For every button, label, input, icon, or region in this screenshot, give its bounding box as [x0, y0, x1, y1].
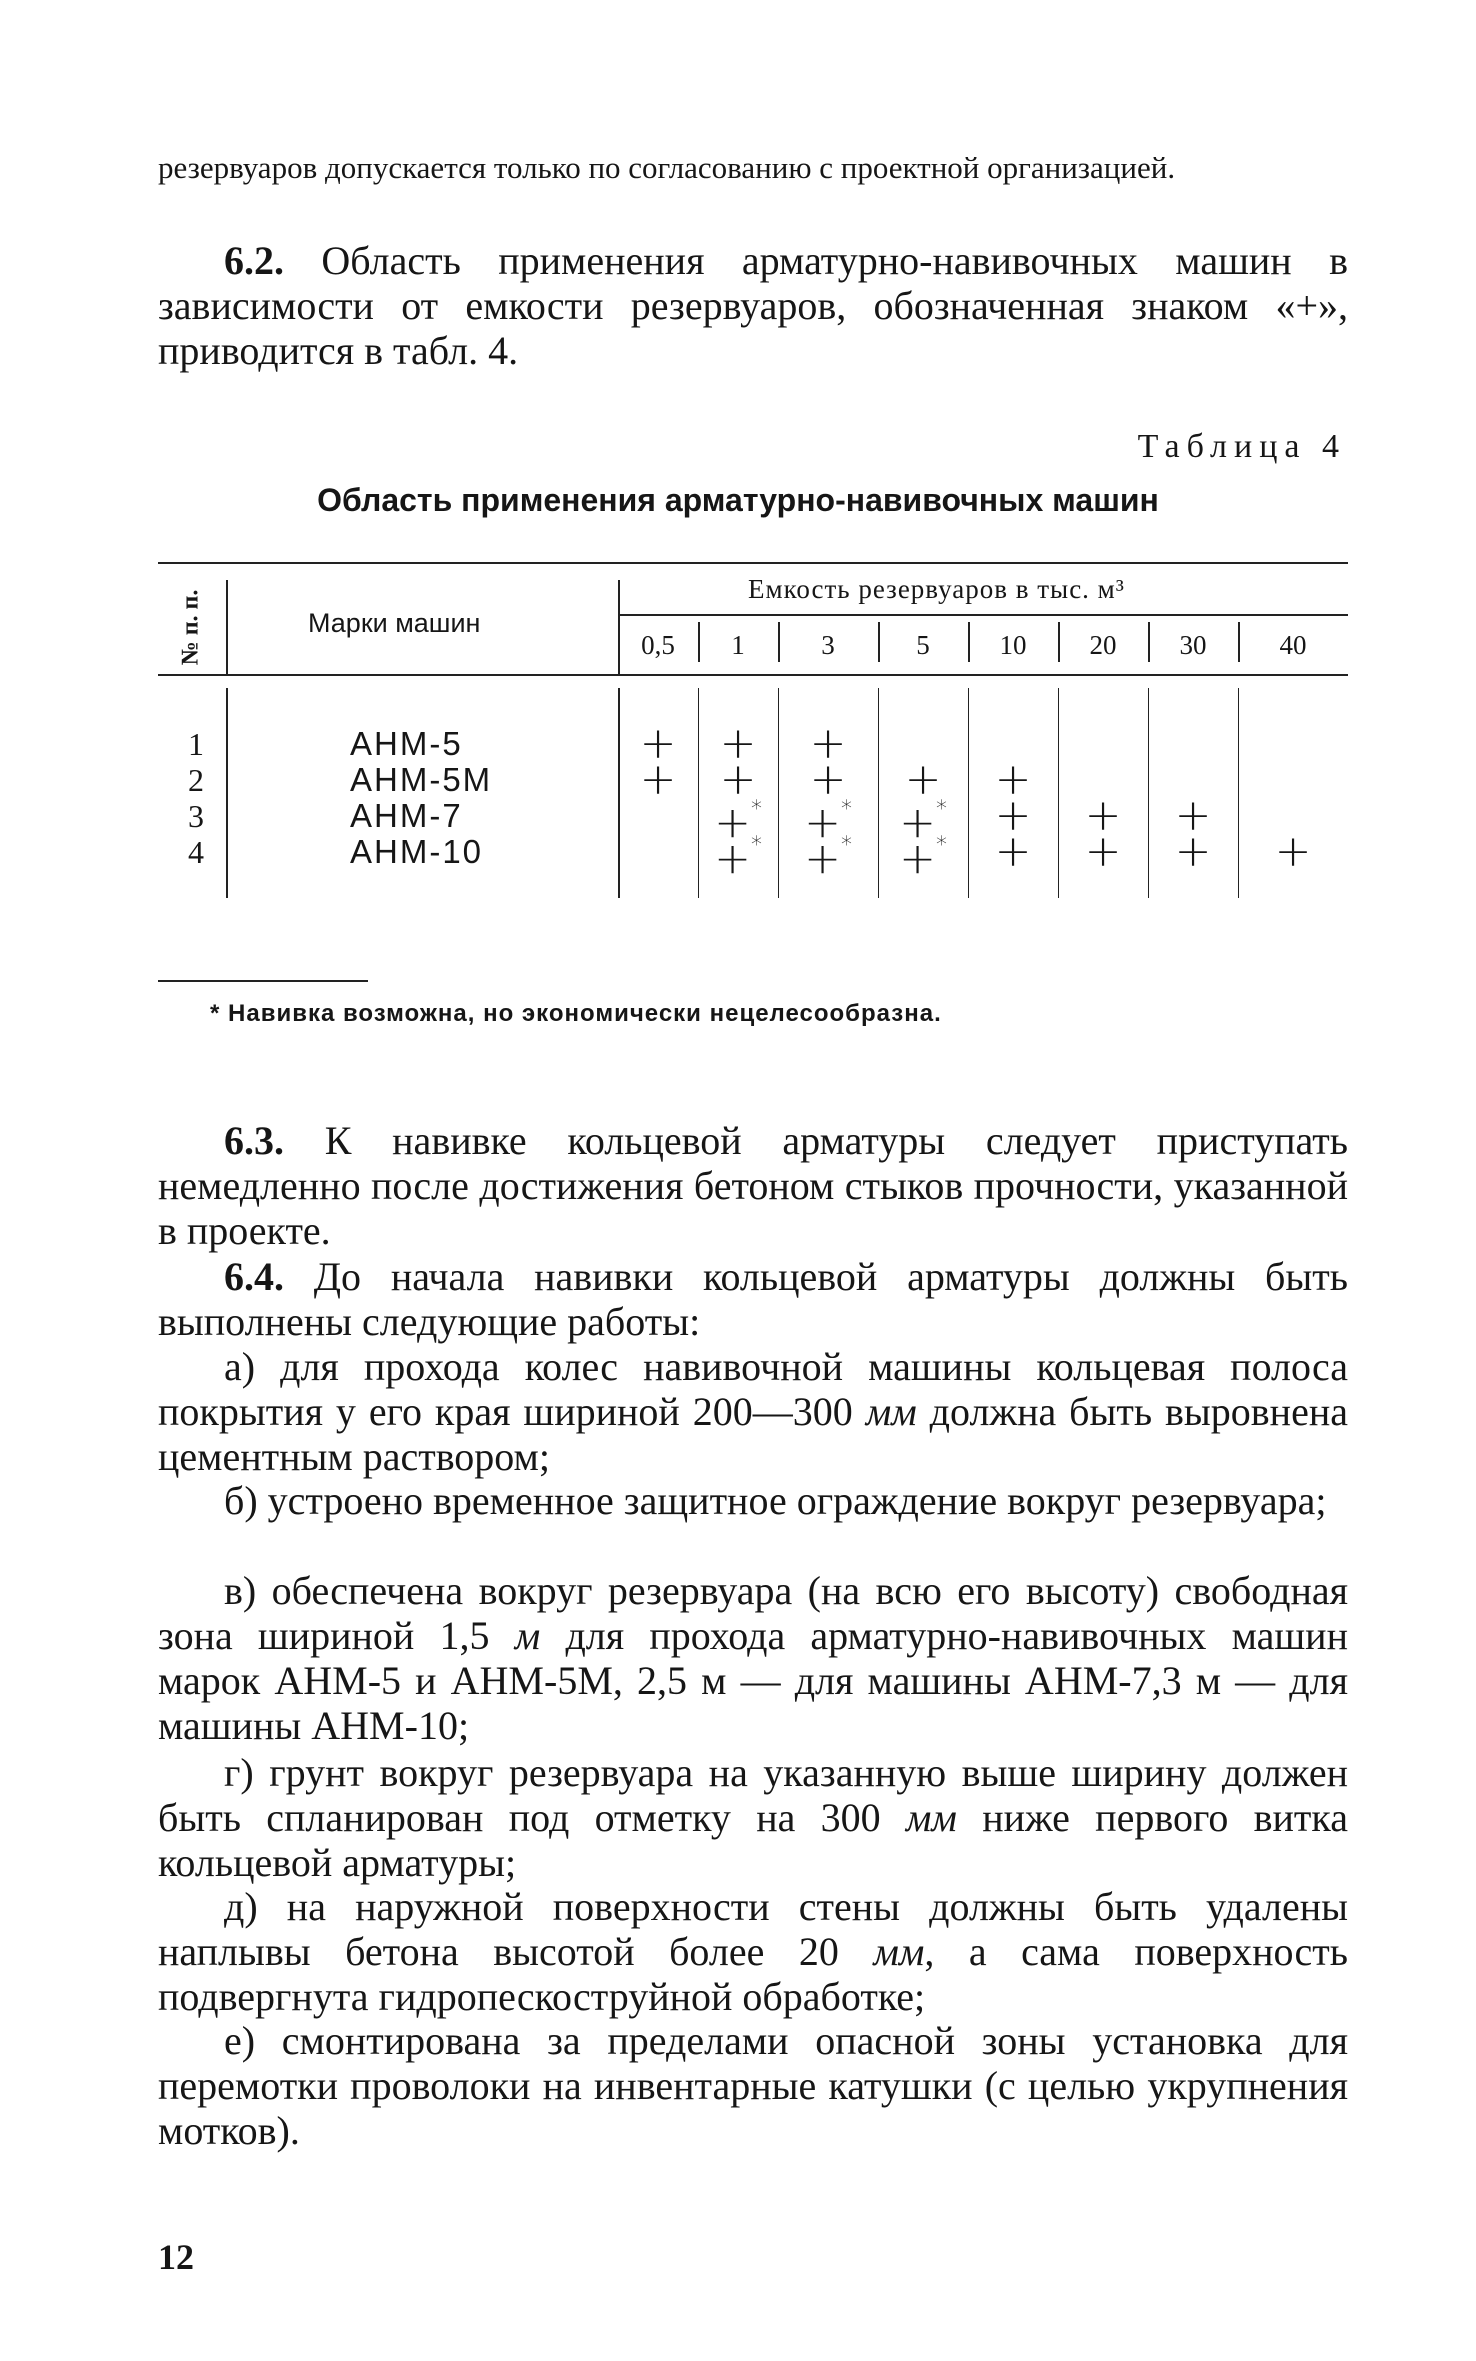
plus-mark: + [809, 754, 847, 805]
table-vline-num [226, 580, 228, 674]
applicability-mark [968, 826, 1058, 877]
work-item-unit: мм [865, 1389, 917, 1434]
plus-mark: + [1174, 790, 1212, 841]
applicability-mark [698, 833, 778, 885]
row-number: 1 [188, 726, 204, 762]
asterisk-mark: * [840, 797, 852, 822]
plus-mark: + [714, 797, 751, 849]
table-top-rule [158, 562, 1348, 564]
row-number: 4 [188, 834, 204, 870]
paragraph-6-3-number: 6.3. [224, 1118, 284, 1163]
asterisk-mark: * [750, 833, 762, 858]
capacity-header-divider [698, 622, 700, 662]
capacity-header-divider [1148, 622, 1150, 662]
paragraph-6-2-number: 6.2. [224, 238, 284, 283]
plus-mark: + [639, 754, 677, 805]
row-brand: АНМ-10 [350, 833, 484, 870]
row-brand: АНМ-7 [350, 797, 463, 834]
applicability-mark [878, 833, 968, 885]
capacity-header-divider [778, 622, 780, 662]
applicability-mark [1148, 826, 1238, 877]
work-item [158, 2018, 1348, 2153]
capacity-header-2: 3 [821, 630, 835, 660]
plus-mark: + [994, 790, 1032, 841]
asterisk-mark: * [840, 833, 852, 858]
plus-mark: + [719, 754, 757, 805]
applicability-mark [698, 754, 778, 805]
work-item [158, 1478, 1348, 1523]
plus-mark: + [1274, 826, 1312, 877]
asterisk-mark: * [750, 797, 762, 822]
page-number: 12 [158, 2237, 194, 2277]
applicability-mark [878, 754, 968, 805]
plus-mark: + [1084, 790, 1122, 841]
plus-mark: + [994, 826, 1032, 877]
applicability-mark [778, 833, 878, 885]
plus-mark: + [804, 797, 841, 849]
plus-mark: + [899, 833, 936, 885]
work-item [158, 1344, 1348, 1479]
table-header-rule [158, 674, 1348, 676]
body-vline-num [226, 688, 228, 898]
work-item-text-end: должна быть выровнена цементным раствором; [158, 1389, 1349, 1479]
paragraph-6-4-number: 6.4. [224, 1254, 284, 1299]
table-label: Таблица 4 [1137, 428, 1346, 465]
table-title: Область применения арматурно-навивочных машин [317, 482, 1159, 518]
capacity-header-divider [878, 622, 880, 662]
work-item-text: г) грунт вокруг резервуара на указанную выше ширину должен быть спланирован под отметку на 300 [158, 1750, 1348, 1840]
work-item-text-end: ниже первого витка кольцевой арматуры; [158, 1795, 1348, 1885]
work-item-text: б) устроено временное защитное ограждение вокруг резервуара; [224, 1478, 1327, 1523]
capacity-header-divider [968, 622, 970, 662]
applicability-mark [778, 754, 878, 805]
capacity-header-7: 40 [1279, 630, 1307, 660]
intro-paragraph: резервуаров допускается только по согласованию с проектной организацией. [158, 150, 1176, 185]
plus-mark: + [809, 718, 847, 769]
plus-mark: + [904, 754, 942, 805]
paragraph-6-3 [158, 1118, 1348, 1253]
table-footnote: * Навивка возможна, но экономически нецелесообразна. [210, 1000, 942, 1027]
work-item-text: в) обеспечена вокруг резервуара (на всю его высоту) свободная зона шириной 1,5 [158, 1568, 1348, 1658]
work-item-text: д) на наружной поверхности стены должны быть удалены наплывы бетона высотой более 20 [158, 1884, 1348, 1974]
capacity-header: Емкость резервуаров в тыс. м³ [748, 574, 1125, 604]
plus-mark: + [714, 833, 751, 885]
capacity-header-3: 5 [916, 630, 930, 660]
plus-mark: + [639, 718, 677, 769]
plus-mark: + [719, 718, 757, 769]
applicability-mark [1058, 826, 1148, 877]
paragraph-6-2-text: Область применения арматурно-навивочных машин в зависимости от емкости резервуаров, обозначенная знаком «+», приводится в табл. 4. [158, 238, 1348, 373]
capacity-header-6: 30 [1179, 630, 1207, 660]
table-capacity-rule [618, 614, 1348, 616]
work-item-unit: мм [905, 1795, 957, 1840]
capacity-header-5: 20 [1089, 630, 1117, 660]
paragraph-6-4-text: До начала навивки кольцевой арматуры должны быть выполнены следующие работы: [158, 1254, 1348, 1344]
row-brand: АНМ-5М [350, 761, 493, 798]
row-number: 2 [188, 762, 204, 798]
capacity-header-divider [1238, 622, 1240, 662]
paragraph-6-2 [158, 238, 1348, 373]
work-item [158, 1568, 1348, 1748]
asterisk-mark: * [935, 833, 947, 858]
paragraph-6-3-text: К навивке кольцевой арматуры следует приступать немедленно после достижения бетоном стыков прочности, указанной в проекте. [158, 1118, 1348, 1253]
work-item-text: е) смонтирована за пределами опасной зоны установка для перемотки проволоки на инвентарные катушки (с целью укрупнения мотков). [158, 2018, 1348, 2153]
capacity-header-1: 1 [731, 630, 745, 660]
footnote-rule [158, 980, 368, 982]
work-item-text-end: для прохода арматурно-навивочных машин марок АНМ-5 и АНМ-5М, 2,5 м — для машины АНМ-7,3 м — для машины АНМ-10; [158, 1613, 1348, 1748]
work-item-text-end: , а сама поверхность подвергнута гидропескоструйной обработке; [158, 1929, 1349, 2019]
capacity-header-0: 0,5 [641, 630, 675, 660]
plus-mark: + [899, 797, 936, 849]
capacity-table [158, 562, 1348, 912]
plus-mark: + [1084, 826, 1122, 877]
work-item-text: а) для прохода колес навивочной машины кольцевая полоса покрытия у его края шириной 200—300 [158, 1344, 1348, 1434]
applicability-mark [618, 754, 698, 805]
row-number: 3 [188, 798, 204, 834]
work-item-unit: мм [873, 1929, 925, 1974]
work-item-unit: м [514, 1613, 541, 1658]
row-brand: АНМ-5 [350, 725, 463, 762]
applicability-mark [1238, 826, 1348, 877]
col-brand-header: Марки машин [308, 608, 481, 638]
col-num-header: № п. п. [177, 589, 204, 666]
plus-mark: + [994, 754, 1032, 805]
asterisk-mark: * [935, 797, 947, 822]
paragraph-6-4 [158, 1254, 1348, 1344]
work-item [158, 1750, 1348, 1885]
plus-mark: + [804, 833, 841, 885]
capacity-header-divider [1058, 622, 1060, 662]
work-item [158, 1884, 1348, 2019]
capacity-header-4: 10 [999, 630, 1027, 660]
plus-mark: + [1174, 826, 1212, 877]
